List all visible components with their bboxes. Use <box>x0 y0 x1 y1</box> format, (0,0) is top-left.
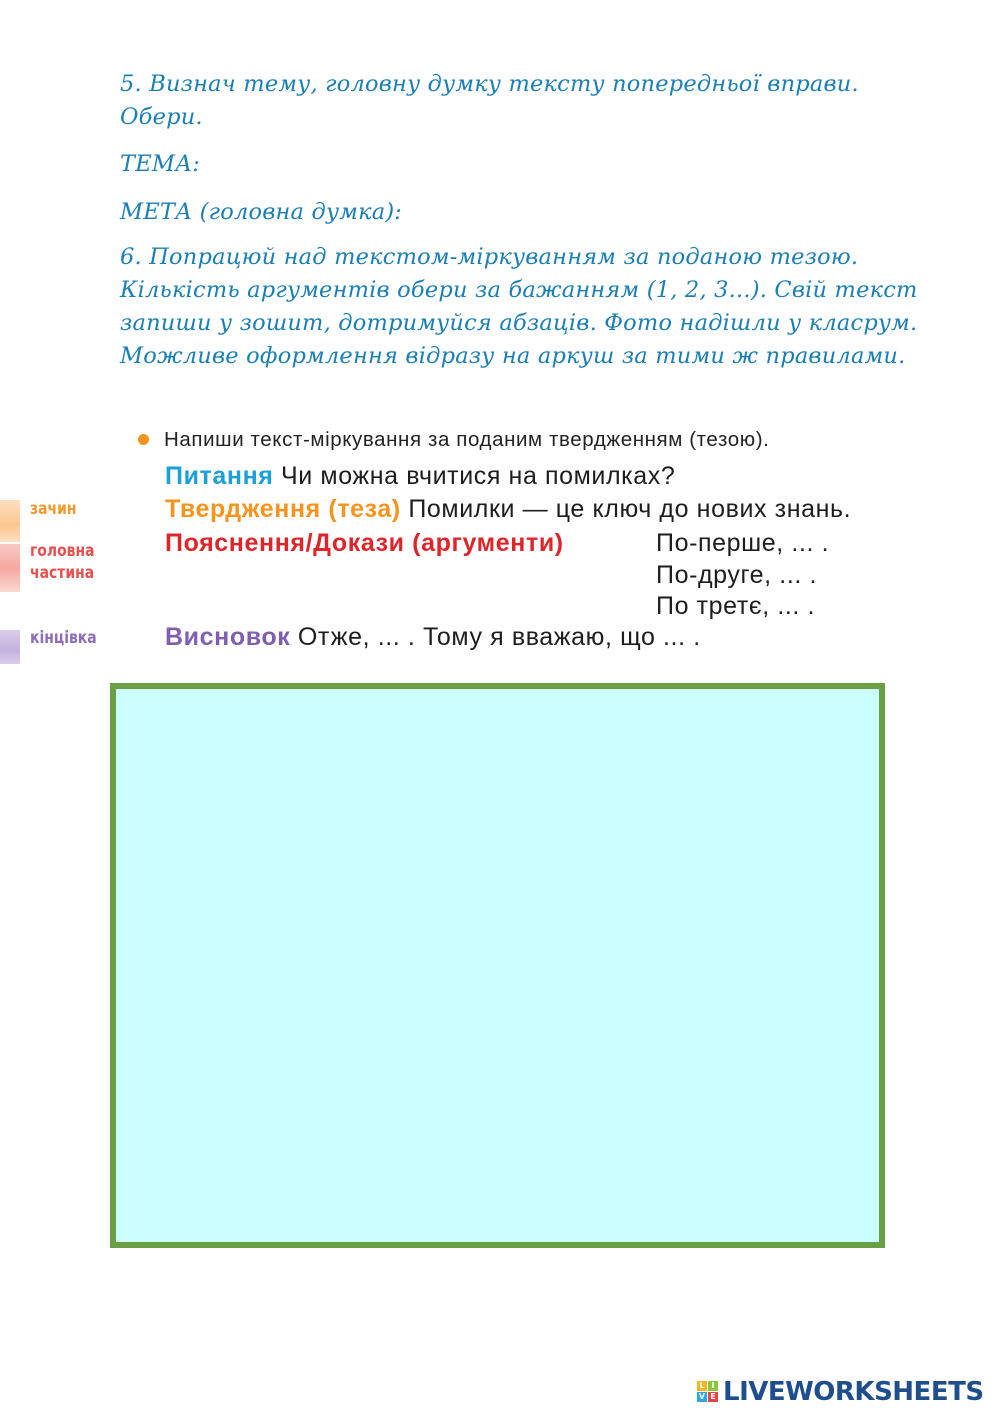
proof-row <box>165 529 564 558</box>
bullet-icon <box>138 434 149 445</box>
meta-label: МЕТА (головна думка): <box>120 199 403 225</box>
answer-text-area[interactable] <box>110 683 885 1248</box>
argument-2: По-друге, ... . <box>656 561 818 589</box>
tema-label: ТЕМА: <box>120 151 201 177</box>
conclusion-label: Висновок <box>165 623 291 651</box>
argument-3: По третє, ... . <box>656 592 816 620</box>
conclusion-text: Отже, ... . Тому я вважаю, що ... . <box>290 623 701 651</box>
conclusion-row <box>165 623 701 652</box>
ending-color-bar <box>0 630 20 664</box>
thesis-label: Твердження (теза) <box>165 495 401 523</box>
question-label: Питання <box>165 462 274 490</box>
sidebar-ending-label: кінцівка <box>30 628 97 648</box>
question-row <box>165 462 675 491</box>
main-color-bar <box>0 544 20 592</box>
thesis-text: Помилки — це ключ до нових знань. <box>400 495 852 523</box>
logo-grid-icon: L I V E <box>697 1381 719 1403</box>
proof-label: Пояснення/Докази (аргументи) <box>165 529 564 557</box>
task-5-text: 5. Визнач тему, головну думку тексту попередньої вправи. Обери. <box>120 71 859 130</box>
question-text: Чи можна вчитися на помилках? <box>273 462 676 490</box>
sidebar-main-label: головна частина <box>30 541 95 583</box>
task-6-text: 6. Попрацюй над текстом-міркуванням за поданою тезою. Кількість аргументів обери за бажанням (1, 2, 3...). Свій текст запиши у зошит, дотримуйся абзаців. Фото надішли у класрум. Можливе оформлення відразу на аркуш за тими ж правилами. <box>120 244 918 369</box>
logo-text: LIVEWORKSHEETS <box>723 1377 984 1407</box>
thesis-row <box>165 495 851 524</box>
argument-1: По-перше, ... . <box>656 529 830 557</box>
sidebar-intro-label: зачин <box>30 499 77 519</box>
exercise-instruction: Напиши текст-міркування за поданим твердженням (тезою). <box>164 428 770 451</box>
intro-color-bar <box>0 500 20 542</box>
